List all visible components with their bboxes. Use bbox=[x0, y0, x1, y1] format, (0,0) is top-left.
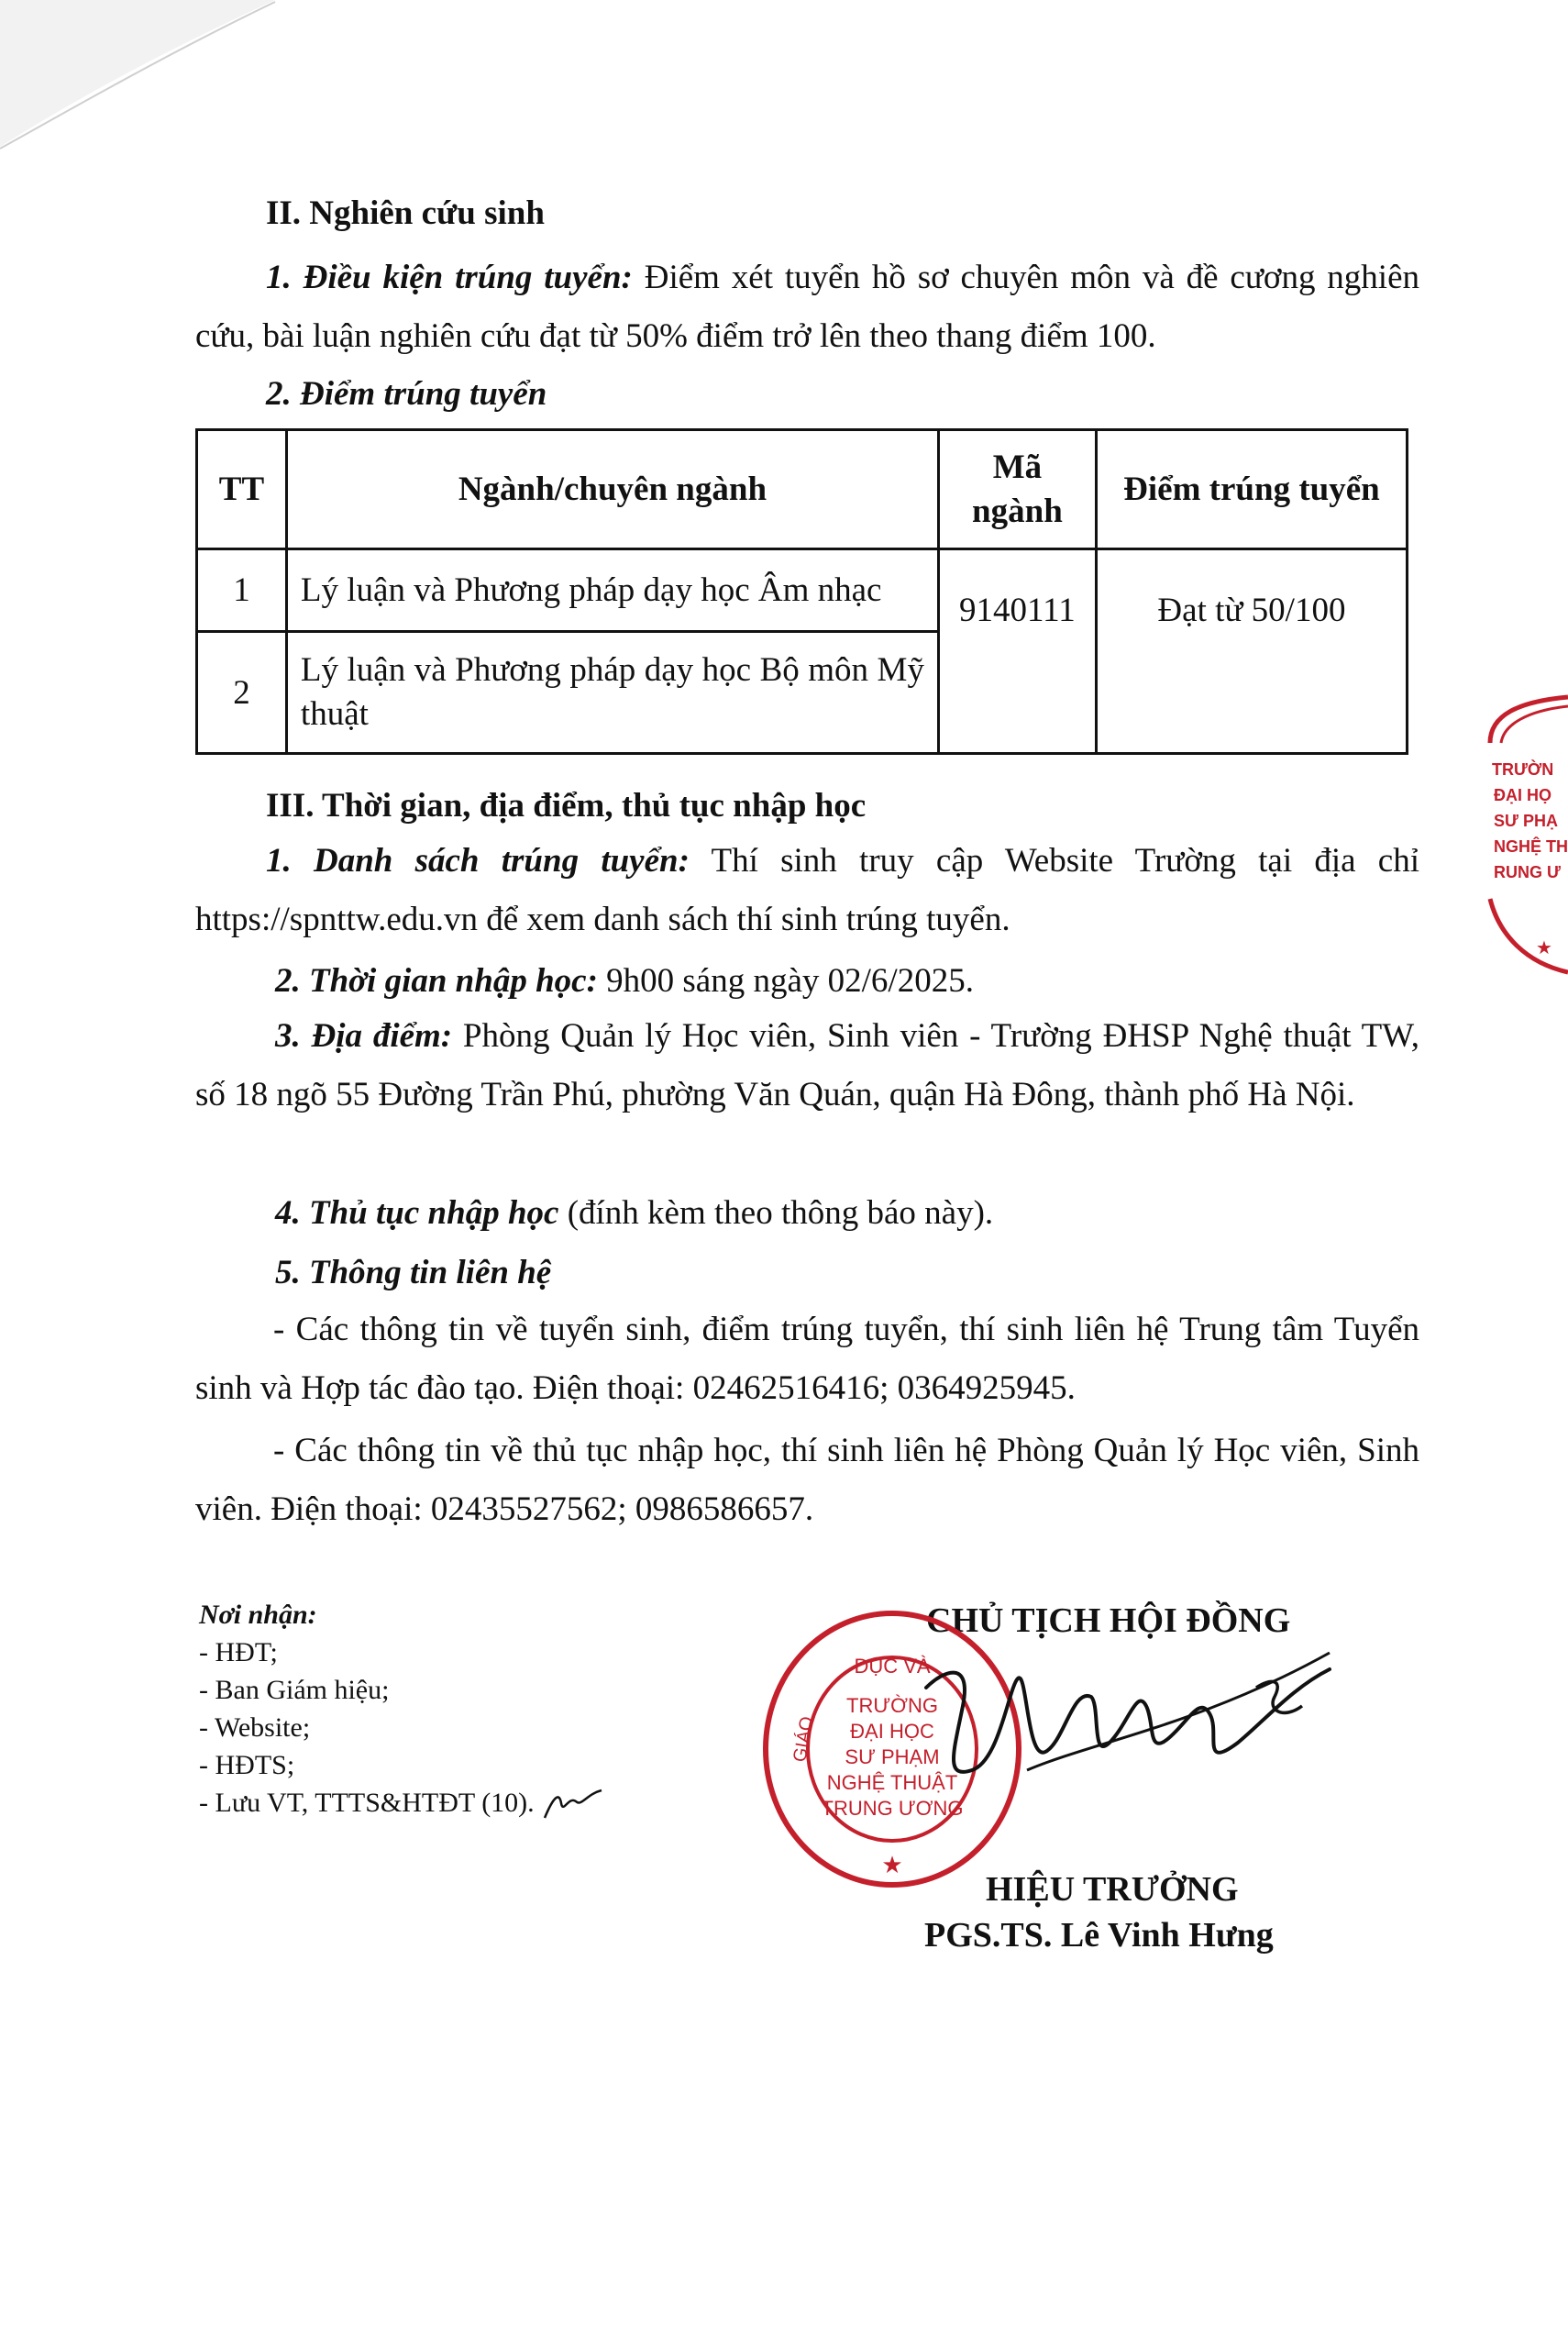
admission-condition-text: Điểm xét tuyển hồ sơ chuyên môn và đề cương nghiên cứu, bài luận nghiên cứu đạt từ 50% điểm trở lên theo thang điểm 100. bbox=[195, 259, 1419, 355]
initials-signature bbox=[541, 1787, 605, 1823]
required-score: Đạt từ 50/100 bbox=[1096, 549, 1407, 754]
svg-text:TRUNG ƯƠNG: TRUNG ƯƠNG bbox=[821, 1797, 964, 1820]
svg-text:★: ★ bbox=[1536, 938, 1552, 958]
procedure-title: 4. Thủ tục nhập học bbox=[275, 1194, 559, 1232]
admission-condition-paragraph bbox=[195, 249, 1419, 366]
svg-text:TRƯỜN: TRƯỜN bbox=[1492, 760, 1554, 779]
major-code: 9140111 bbox=[938, 549, 1096, 754]
header-major: Ngành/chuyên ngành bbox=[286, 430, 938, 549]
row2-tt: 2 bbox=[197, 632, 287, 754]
svg-text:TRƯỜNG: TRƯỜNG bbox=[846, 1694, 938, 1717]
row1-major: Lý luận và Phương pháp dạy học Âm nhạc bbox=[286, 549, 938, 632]
edge-seal-fragment bbox=[1481, 688, 1568, 981]
recipient-item: - HĐT; bbox=[199, 1637, 278, 1667]
admission-score-title: 2. Điểm trúng tuyển bbox=[266, 375, 547, 413]
svg-text:ĐẠI HỌ: ĐẠI HỌ bbox=[1494, 786, 1551, 804]
handwritten-signature bbox=[908, 1633, 1339, 1807]
recipients-title: Nơi nhận: bbox=[199, 1600, 317, 1630]
svg-text:DỤC VÀ: DỤC VÀ bbox=[854, 1655, 931, 1678]
signature-role-chairman: CHỦ TỊCH HỘI ĐỒNG bbox=[926, 1601, 1291, 1640]
svg-text:ĐẠI HỌC: ĐẠI HỌC bbox=[850, 1720, 934, 1743]
procedure-line bbox=[275, 1193, 993, 1233]
contact-admission-paragraph: - Các thông tin về tuyển sinh, điểm trúng tuyển, thí sinh liên hệ Trung tâm Tuyển sinh và Hợp tác đào tạo. Điện thoại: 02462516416; 0364925945. bbox=[195, 1311, 1419, 1407]
svg-text:GIÁO: GIÁO bbox=[790, 1714, 818, 1764]
admission-condition-title: 1. Điều kiện trúng tuyển: bbox=[266, 259, 633, 296]
header-score: Điểm trúng tuyển bbox=[1096, 430, 1407, 549]
location-paragraph bbox=[195, 1007, 1419, 1124]
svg-text:SƯ PHẠM: SƯ PHẠM bbox=[845, 1745, 940, 1768]
admission-score-table bbox=[195, 428, 1408, 752]
contact-title: 5. Thông tin liên hệ bbox=[275, 1254, 552, 1291]
recipient-item-text: - Lưu VT, TTTS&HTĐT (10). bbox=[199, 1788, 535, 1818]
svg-text:NGHỆ TH: NGHỆ TH bbox=[1494, 837, 1568, 856]
enrollment-time-text: 9h00 sáng ngày 02/6/2025. bbox=[597, 962, 974, 1000]
svg-text:NGHỆ THUẬT: NGHỆ THUẬT bbox=[826, 1771, 958, 1794]
location-title: 3. Địa điểm: bbox=[275, 1017, 453, 1055]
svg-text:RUNG Ư: RUNG Ư bbox=[1494, 863, 1561, 881]
enrollment-time-line bbox=[275, 961, 974, 1001]
contact-procedure-paragraph: - Các thông tin về thủ tục nhập học, thí sinh liên hệ Phòng Quản lý Học viên, Sinh viên. Điện thoại: 02435527562; 0986586657. bbox=[195, 1432, 1419, 1528]
section-ii-heading: II. Nghiên cứu sinh bbox=[266, 194, 545, 232]
section-iii-heading: III. Thời gian, địa điểm, thủ tục nhập học bbox=[266, 787, 867, 825]
recipient-item: - Ban Giám hiệu; bbox=[199, 1675, 390, 1705]
admission-list-title: 1. Danh sách trúng tuyển: bbox=[266, 842, 690, 880]
enrollment-time-title: 2. Thời gian nhập học: bbox=[275, 962, 598, 1000]
admission-list-paragraph bbox=[195, 832, 1419, 949]
header-code bbox=[938, 430, 1096, 549]
procedure-text: (đính kèm theo thông báo này). bbox=[558, 1194, 994, 1232]
header-code-text: Mã ngành bbox=[972, 448, 1063, 530]
svg-text:SƯ PHẠ: SƯ PHẠ bbox=[1494, 812, 1558, 830]
recipient-item: - Website; bbox=[199, 1712, 311, 1743]
signatory-name: PGS.TS. Lê Vinh Hưng bbox=[924, 1916, 1274, 1955]
row1-tt: 1 bbox=[197, 549, 287, 632]
svg-text:★: ★ bbox=[881, 1851, 903, 1878]
scan-edge-mark bbox=[0, 0, 312, 156]
recipients-block bbox=[199, 1596, 605, 1823]
location-text: Phòng Quản lý Học viên, Sinh viên - Trường ĐHSP Nghệ thuật TW, số 18 ngõ 55 Đường Trần Phú, phường Văn Quán, quận Hà Đông, thành phố Hà Nội. bbox=[195, 1017, 1419, 1113]
recipient-item bbox=[199, 1784, 605, 1823]
admission-list-text: Thí sinh truy cập Website Trường tại địa chỉ https://spnttw.edu.vn để xem danh sách thí sinh trúng tuyển. bbox=[195, 842, 1420, 938]
header-tt: TT bbox=[197, 430, 287, 549]
signature-role-principal: HIỆU TRƯỞNG bbox=[986, 1870, 1239, 1909]
recipient-item: - HĐTS; bbox=[199, 1750, 295, 1780]
row2-major: Lý luận và Phương pháp dạy học Bộ môn Mỹ thuật bbox=[286, 632, 938, 754]
